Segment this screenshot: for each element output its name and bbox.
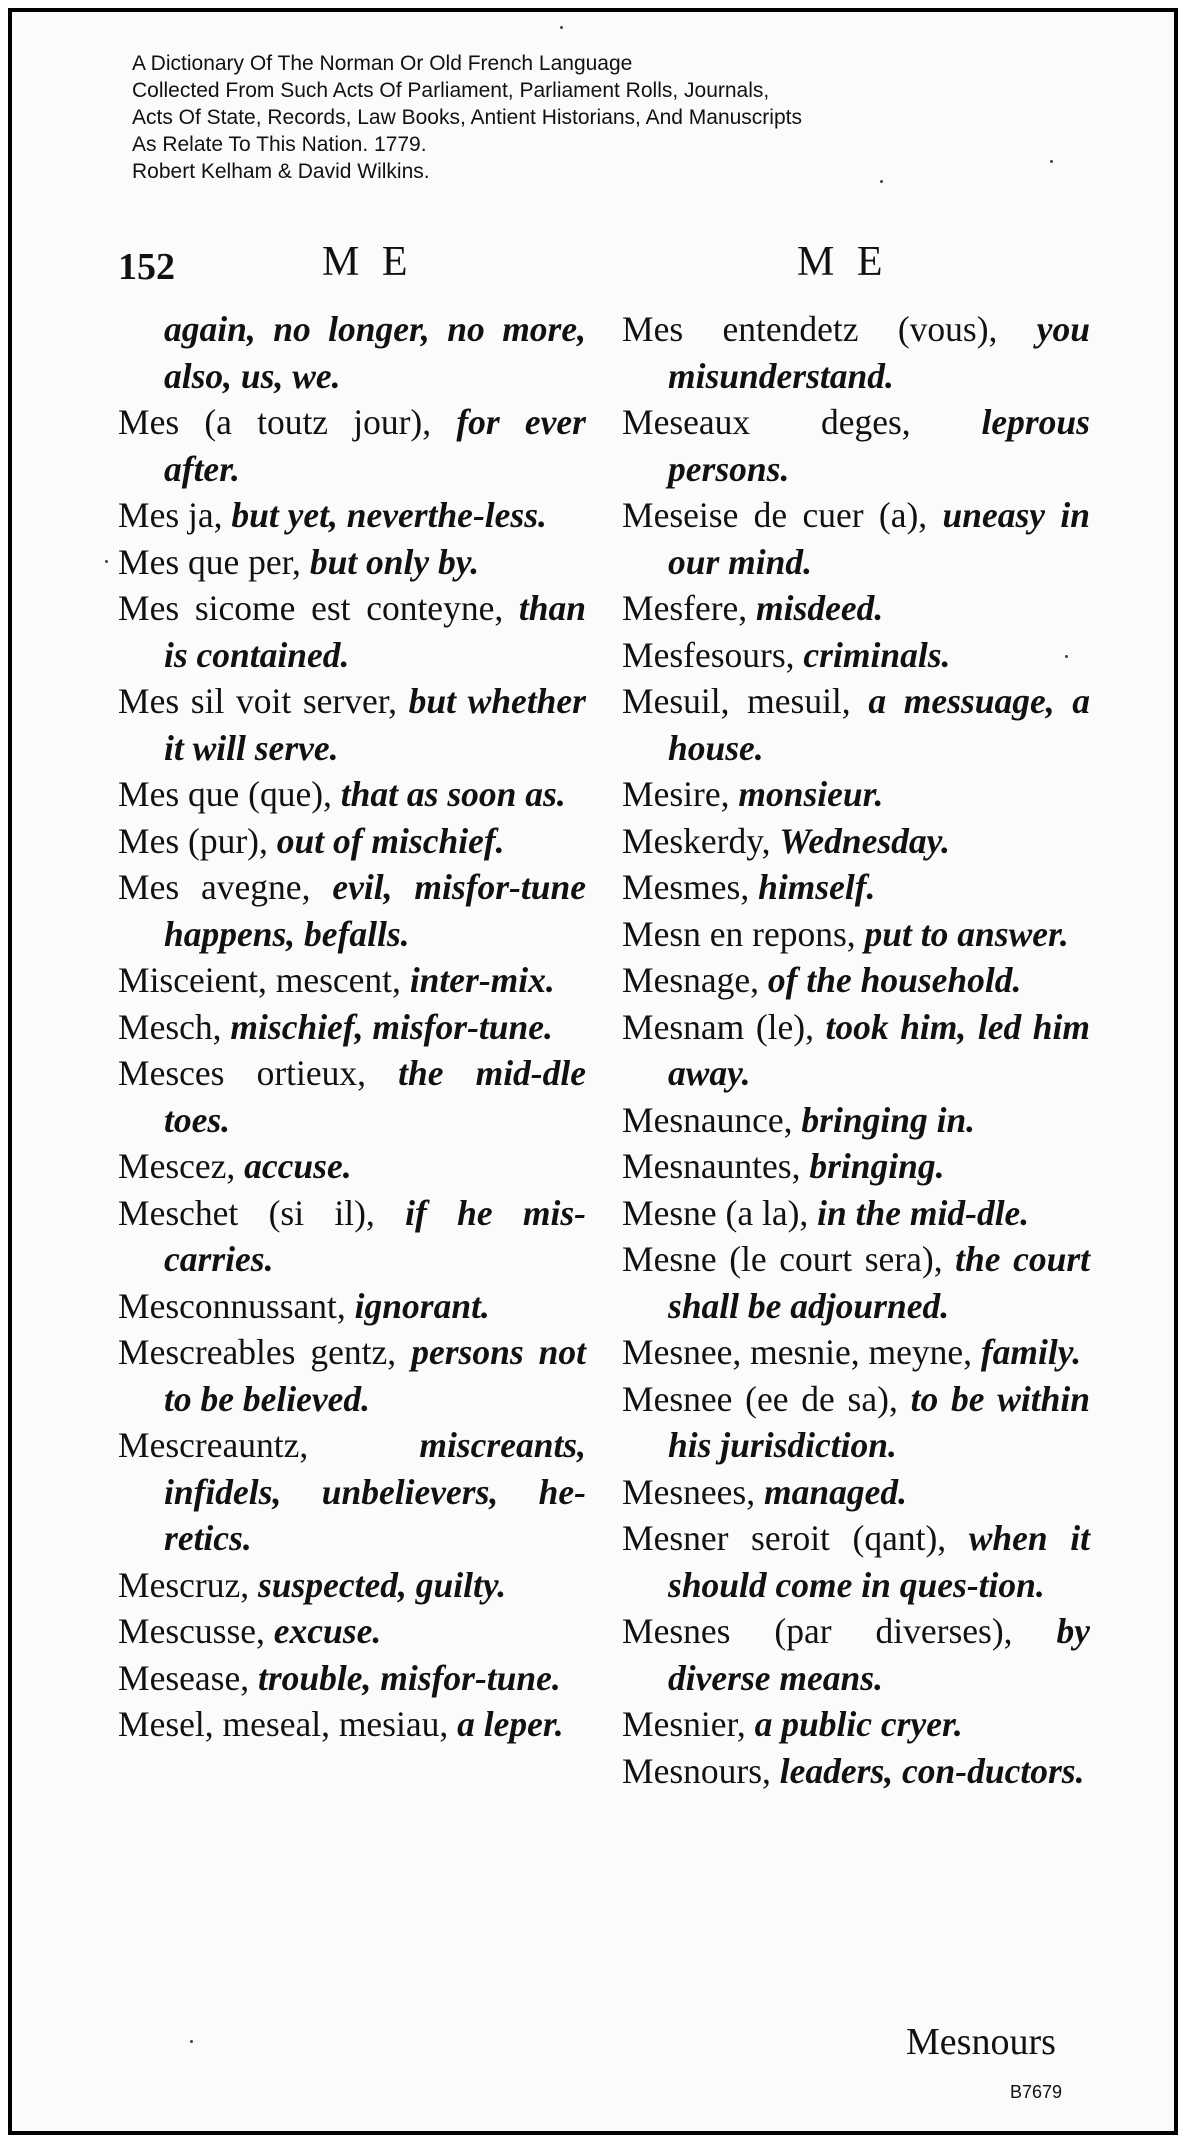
dictionary-entry [622,1469,1090,1516]
entry-definition: misdeed. [756,588,884,628]
print-speck [560,26,563,29]
entry-definition: but only by. [309,541,480,582]
entry-headword: Mesnours, [622,1750,780,1791]
dictionary-entry [118,1562,586,1609]
entry-definition: managed. [763,1471,907,1512]
entry-headword: Mes ja, [118,495,232,535]
dictionary-entry [622,399,1090,492]
entry-definition: if he mis-carries. [164,1192,586,1279]
entry-headword: Mesnees, [622,1471,764,1512]
entry-headword: Mes (pur), [118,820,277,861]
entry-headword: Meschet (si il), [118,1192,406,1233]
dictionary-entry [118,539,586,586]
entry-headword: Mesease, [118,1657,258,1698]
entry-definition: family. [980,1332,1082,1372]
entry-headword: Mesnaunce, [622,1099,802,1140]
entry-headword: Mesnee (ee de sa), [622,1378,911,1419]
dictionary-entry [622,1004,1090,1097]
dictionary-entry [622,1608,1090,1701]
header-line-title: A Dictionary Of The Norman Or Old French Language [132,52,633,75]
dictionary-entry [622,1515,1090,1608]
dictionary-entry [118,1655,586,1702]
entry-headword: Mes avegne, [118,867,333,907]
entry-headword: Mes sil voit server, [118,681,409,721]
header-line-year: As Relate To This Nation. 1779. [132,133,427,156]
entry-definition: uneasy in our mind. [668,495,1090,582]
dictionary-entry [622,864,1090,911]
dictionary-entry [118,306,586,399]
header-line-authors: Robert Kelham & David Wilkins. [132,160,430,183]
dictionary-entry [622,771,1090,818]
print-speck [1065,655,1068,658]
reference-code: B7679 [1010,2082,1063,2102]
left-column [118,306,586,1748]
entry-definition: in the mid-dle. [817,1192,1030,1233]
entry-definition: leprous persons. [668,402,1090,489]
entry-definition: mischief, misfor-tune. [230,1006,553,1047]
entry-definition: ignorant. [354,1285,490,1326]
entry-definition: of the household. [767,960,1022,1000]
entry-headword: Mesner seroit (qant), [622,1518,969,1558]
entry-definition: suspected, guilty. [257,1564,507,1605]
dictionary-entry [118,1004,586,1051]
dictionary-entry [622,1329,1090,1376]
dictionary-entry [118,1422,586,1562]
entry-definition: to be within his jurisdiction. [668,1378,1091,1465]
document-header [132,50,1032,185]
entry-definition: persons not to be believed. [164,1332,586,1419]
entry-definition: a messuage, a house. [668,681,1090,768]
dictionary-entry [622,585,1090,632]
dictionary-entry [118,771,586,818]
entry-definition: put to answer. [864,913,1069,954]
entry-headword: Mesire, [622,774,739,814]
entry-definition: excuse. [273,1611,382,1651]
dictionary-entry [622,911,1090,958]
entry-headword: Mes que per, [118,541,310,582]
entry-definition: a leper. [457,1704,564,1744]
dictionary-entry [622,1236,1090,1329]
entry-definition: trouble, misfor-tune. [257,1657,561,1698]
entry-definition: himself. [758,867,876,907]
entry-headword: Mescruz, [118,1564,258,1605]
dictionary-entry [118,1329,586,1422]
dictionary-entry [118,864,586,957]
dictionary-entry [622,632,1090,679]
dictionary-entry [622,818,1090,865]
entry-definition: leaders, con-ductors. [779,1750,1085,1791]
entry-headword: Mesnee, mesnie, meyne, [622,1332,981,1372]
entry-headword: Mesnier, [622,1704,755,1744]
running-head-right: M E [797,239,889,285]
dictionary-entry [118,399,586,492]
dictionary-entry [118,1283,586,1330]
entry-headword: Mes (a toutz jour), [118,402,457,442]
print-speck [880,180,883,183]
entry-definition: bringing in. [801,1099,976,1140]
dictionary-entry [622,492,1090,585]
dictionary-entry [118,818,586,865]
entry-definition: evil, misfor-tune happens, befalls. [164,867,586,954]
entry-headword: Mescusse, [118,1611,274,1651]
entry-headword: Mesne (a la), [622,1192,818,1233]
dictionary-entry [622,1748,1090,1795]
running-head-left: M E [322,239,414,285]
entry-headword: Meseise de cuer (a), [622,495,943,535]
entry-definition: but yet, neverthe-less. [231,495,547,535]
entry-headword: Mesn en repons, [622,913,865,954]
entry-definition: took him, led him away. [668,1006,1090,1093]
dictionary-entry [622,1190,1090,1237]
dictionary-entry [118,1608,586,1655]
entry-headword: Misceient, mescent, [118,960,410,1000]
dictionary-entry [118,957,586,1004]
entry-headword: Mesconnussant, [118,1285,355,1326]
dictionary-entry [118,585,586,678]
entry-headword: Mesne (le court sera), [622,1239,956,1279]
entry-definition: you misunderstand. [668,309,1090,396]
entry-headword: Mesfesours, [622,634,804,675]
header-line-collection: Collected From Such Acts Of Parliament, Parliament Rolls, Journals, [132,79,770,102]
entry-definition: the mid-dle toes. [164,1053,586,1140]
dictionary-entry [622,1097,1090,1144]
entry-headword: Meseaux deges, [622,402,982,442]
entry-headword: Meskerdy, [622,820,780,861]
entry-headword: Mescreables gentz, [118,1332,412,1372]
entry-headword: Mescez, [118,1146,245,1186]
entry-headword: Mes sicome est conteyne, [118,588,519,628]
right-column [622,306,1090,1794]
dictionary-entry [622,1143,1090,1190]
entry-headword: Mes que (que), [118,774,341,814]
dictionary-entry [622,306,1090,399]
print-speck [1050,160,1053,163]
entry-headword: Mes entendetz (vous), [622,309,1037,349]
entry-definition: by diverse means. [668,1611,1090,1698]
dictionary-entry [118,1701,586,1748]
entry-headword: Mesces ortieux, [118,1053,399,1093]
dictionary-entry [118,1050,586,1143]
entry-headword: Mesnes (par diverses), [622,1611,1057,1651]
entry-definition: that as soon as. [340,774,566,814]
dictionary-entry [118,1143,586,1190]
entry-definition: when it should come in ques-tion. [668,1518,1090,1605]
dictionary-entry [622,957,1090,1004]
dictionary-entry [118,1190,586,1283]
entry-definition: criminals. [803,634,951,675]
dictionary-entry [622,678,1090,771]
page-number: 152 [118,246,175,288]
catchword: Mesnours [906,2021,1056,2063]
print-speck [190,2040,193,2043]
entry-headword: Mesnam (le), [622,1006,826,1047]
header-line-sources: Acts Of State, Records, Law Books, Antient Historians, And Manuscripts [132,106,802,129]
entry-definition: the court shall be adjourned. [668,1239,1090,1326]
entry-headword: Mesuil, mesuil, [622,681,869,721]
entry-headword: Mesnage, [622,960,768,1000]
entry-headword: Mesfere, [622,588,757,628]
entry-definition: than is contained. [164,588,586,675]
print-speck [105,560,108,563]
entry-definition: bringing. [809,1146,945,1186]
entry-headword: Mesel, meseal, mesiau, [118,1704,458,1744]
entry-headword: Mesmes, [622,867,759,907]
entry-headword: Mesnauntes, [622,1146,810,1186]
entry-definition: miscreants, infidels, unbelievers, he-retics. [164,1425,586,1558]
entry-definition: accuse. [244,1146,352,1186]
entry-definition: for ever after. [164,402,586,489]
dictionary-entry [118,678,586,771]
entry-definition: Wednesday. [779,820,950,861]
entry-definition: but whether it will serve. [164,681,586,768]
entry-definition: a public cryer. [754,1704,963,1744]
entry-definition: out of mischief. [276,820,505,861]
entry-definition: again, no longer, no more, also, us, we. [164,309,586,396]
entry-headword: Mescreauntz, [118,1425,420,1465]
entry-headword: Mesch, [118,1006,231,1047]
dictionary-entry [622,1376,1090,1469]
dictionary-entry [622,1701,1090,1748]
dictionary-entry [118,492,586,539]
entry-definition: monsieur. [738,774,884,814]
entry-definition: inter-mix. [409,960,555,1000]
